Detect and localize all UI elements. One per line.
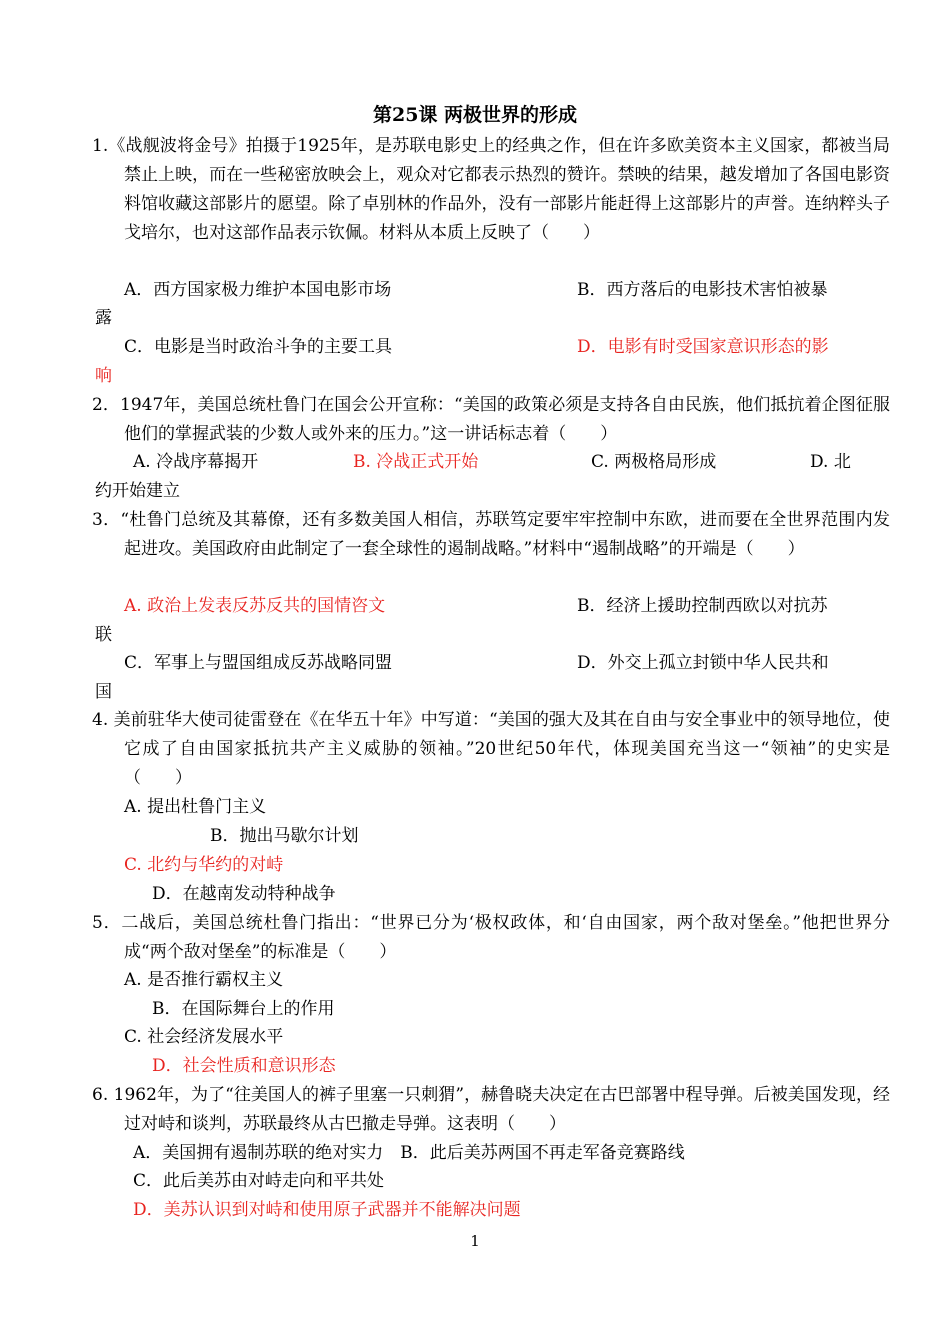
- q3-option-d: D．外交上孤立封锁中华人民共和: [577, 653, 829, 673]
- question-2-stem: 2．1947年，美国总统杜鲁门在国会公开宣称：“美国的政策必须是支持各自由民族，他们抵抗着企图征服他们的掌握武装的少数人或外来的压力。”这一讲话标志着（ ）: [92, 395, 890, 444]
- q2-option-a: A. 冷战序幕揭开: [133, 452, 259, 472]
- q4-option-a: A. 提出杜鲁门主义: [124, 797, 267, 817]
- q5-option-b: B．在国际舞台上的作用: [152, 999, 335, 1019]
- q2-option-d-wrap: 约开始建立: [95, 481, 180, 501]
- q6-option-c: C．此后美苏由对峙走向和平共处: [133, 1171, 385, 1191]
- question-4-stem: 4. 美前驻华大使司徒雷登在《在华五十年》中写道：“美国的强大及其在自由与安全事业中的领导地位，使它成了自由国家抵抗共产主义威胁的领袖。”20世纪50年代，体现美国充当这一“领袖”的史实是（ ）: [92, 710, 890, 788]
- q4-option-c-answer: C. 北约与华约的对峙: [124, 855, 284, 875]
- question-5-stem: 5．二战后，美国总统杜鲁门指出：“世界已分为‘极权政体，和‘自由国家，两个敌对堡垒。”他把世界分成“两个敌对堡垒”的标准是（ ）: [92, 913, 890, 962]
- q5-option-c: C. 社会经济发展水平: [124, 1027, 284, 1047]
- question-3-stem: 3．“杜鲁门总统及其幕僚，还有多数美国人相信，苏联笃定要牢牢控制中东欧，进而要在全世界范围内发起进攻。美国政府由此制定了一套全球性的遏制战略。”材料中“遏制战略”的开端是（ ）: [92, 510, 890, 559]
- q3-option-c: C．军事上与盟国组成反苏战略同盟: [124, 653, 393, 673]
- q2-option-c: C. 两极格局形成: [591, 452, 717, 472]
- q3-option-b-wrap: 联: [95, 625, 112, 645]
- q5-option-d-answer: D．社会性质和意识形态: [152, 1056, 336, 1076]
- q6-options-a-b: A．美国拥有遏制苏联的绝对实力 B．此后美苏两国不再走军备竞赛路线: [133, 1143, 685, 1163]
- q2-option-b-answer: B. 冷战正式开始: [353, 452, 479, 472]
- q1-option-a: A．西方国家极力维护本国电影市场: [124, 280, 392, 300]
- q1-option-b-wrap: 露: [95, 308, 112, 328]
- q3-option-a-answer: A. 政治上发表反苏反共的国情咨文: [124, 596, 386, 616]
- q1-option-d-wrap: 响: [95, 366, 112, 386]
- q2-option-d: D. 北: [810, 452, 851, 472]
- q4-option-d: D．在越南发动特种战争: [152, 884, 336, 904]
- q1-option-d-answer: D．电影有时受国家意识形态的影: [577, 337, 829, 357]
- q4-option-b: B．抛出马歇尔计划: [210, 826, 359, 846]
- q1-option-c: C．电影是当时政治斗争的主要工具: [124, 337, 393, 357]
- question-1-stem: 1.《战舰波将金号》拍摄于1925年，是苏联电影史上的经典之作，但在许多欧美资本主义国家，都被当局禁止上映，而在一些秘密放映会上，观众对它都表示热烈的赞许。禁映的结果，越发增加了各国电影资料馆收藏这部影片的愿望。除了卓别林的作品外，没有一部影片能赶得上这部影片的声誉。连纳粹头子戈培尔，也对这部作品表示钦佩。材料从本质上反映了（ ）: [92, 136, 890, 243]
- q1-option-b: B．西方落后的电影技术害怕被暴: [577, 280, 828, 300]
- q6-option-d-answer: D．美苏认识到对峙和使用原子武器并不能解决问题: [133, 1200, 521, 1220]
- q3-option-b: B．经济上援助控制西欧以对抗苏: [577, 596, 828, 616]
- q3-option-d-wrap: 国: [95, 682, 112, 702]
- q5-option-a: A. 是否推行霸权主义: [124, 970, 284, 990]
- page-number: 1: [470, 1232, 480, 1250]
- page-title: 第25课 两极世界的形成: [372, 104, 578, 126]
- question-6-stem: 6. 1962年，为了“往美国人的裤子里塞一只刺猬”，赫鲁晓夫决定在古巴部署中程导弹。后被美国发现，经过对峙和谈判，苏联最终从古巴撤走导弹。这表明（ ）: [92, 1085, 890, 1134]
